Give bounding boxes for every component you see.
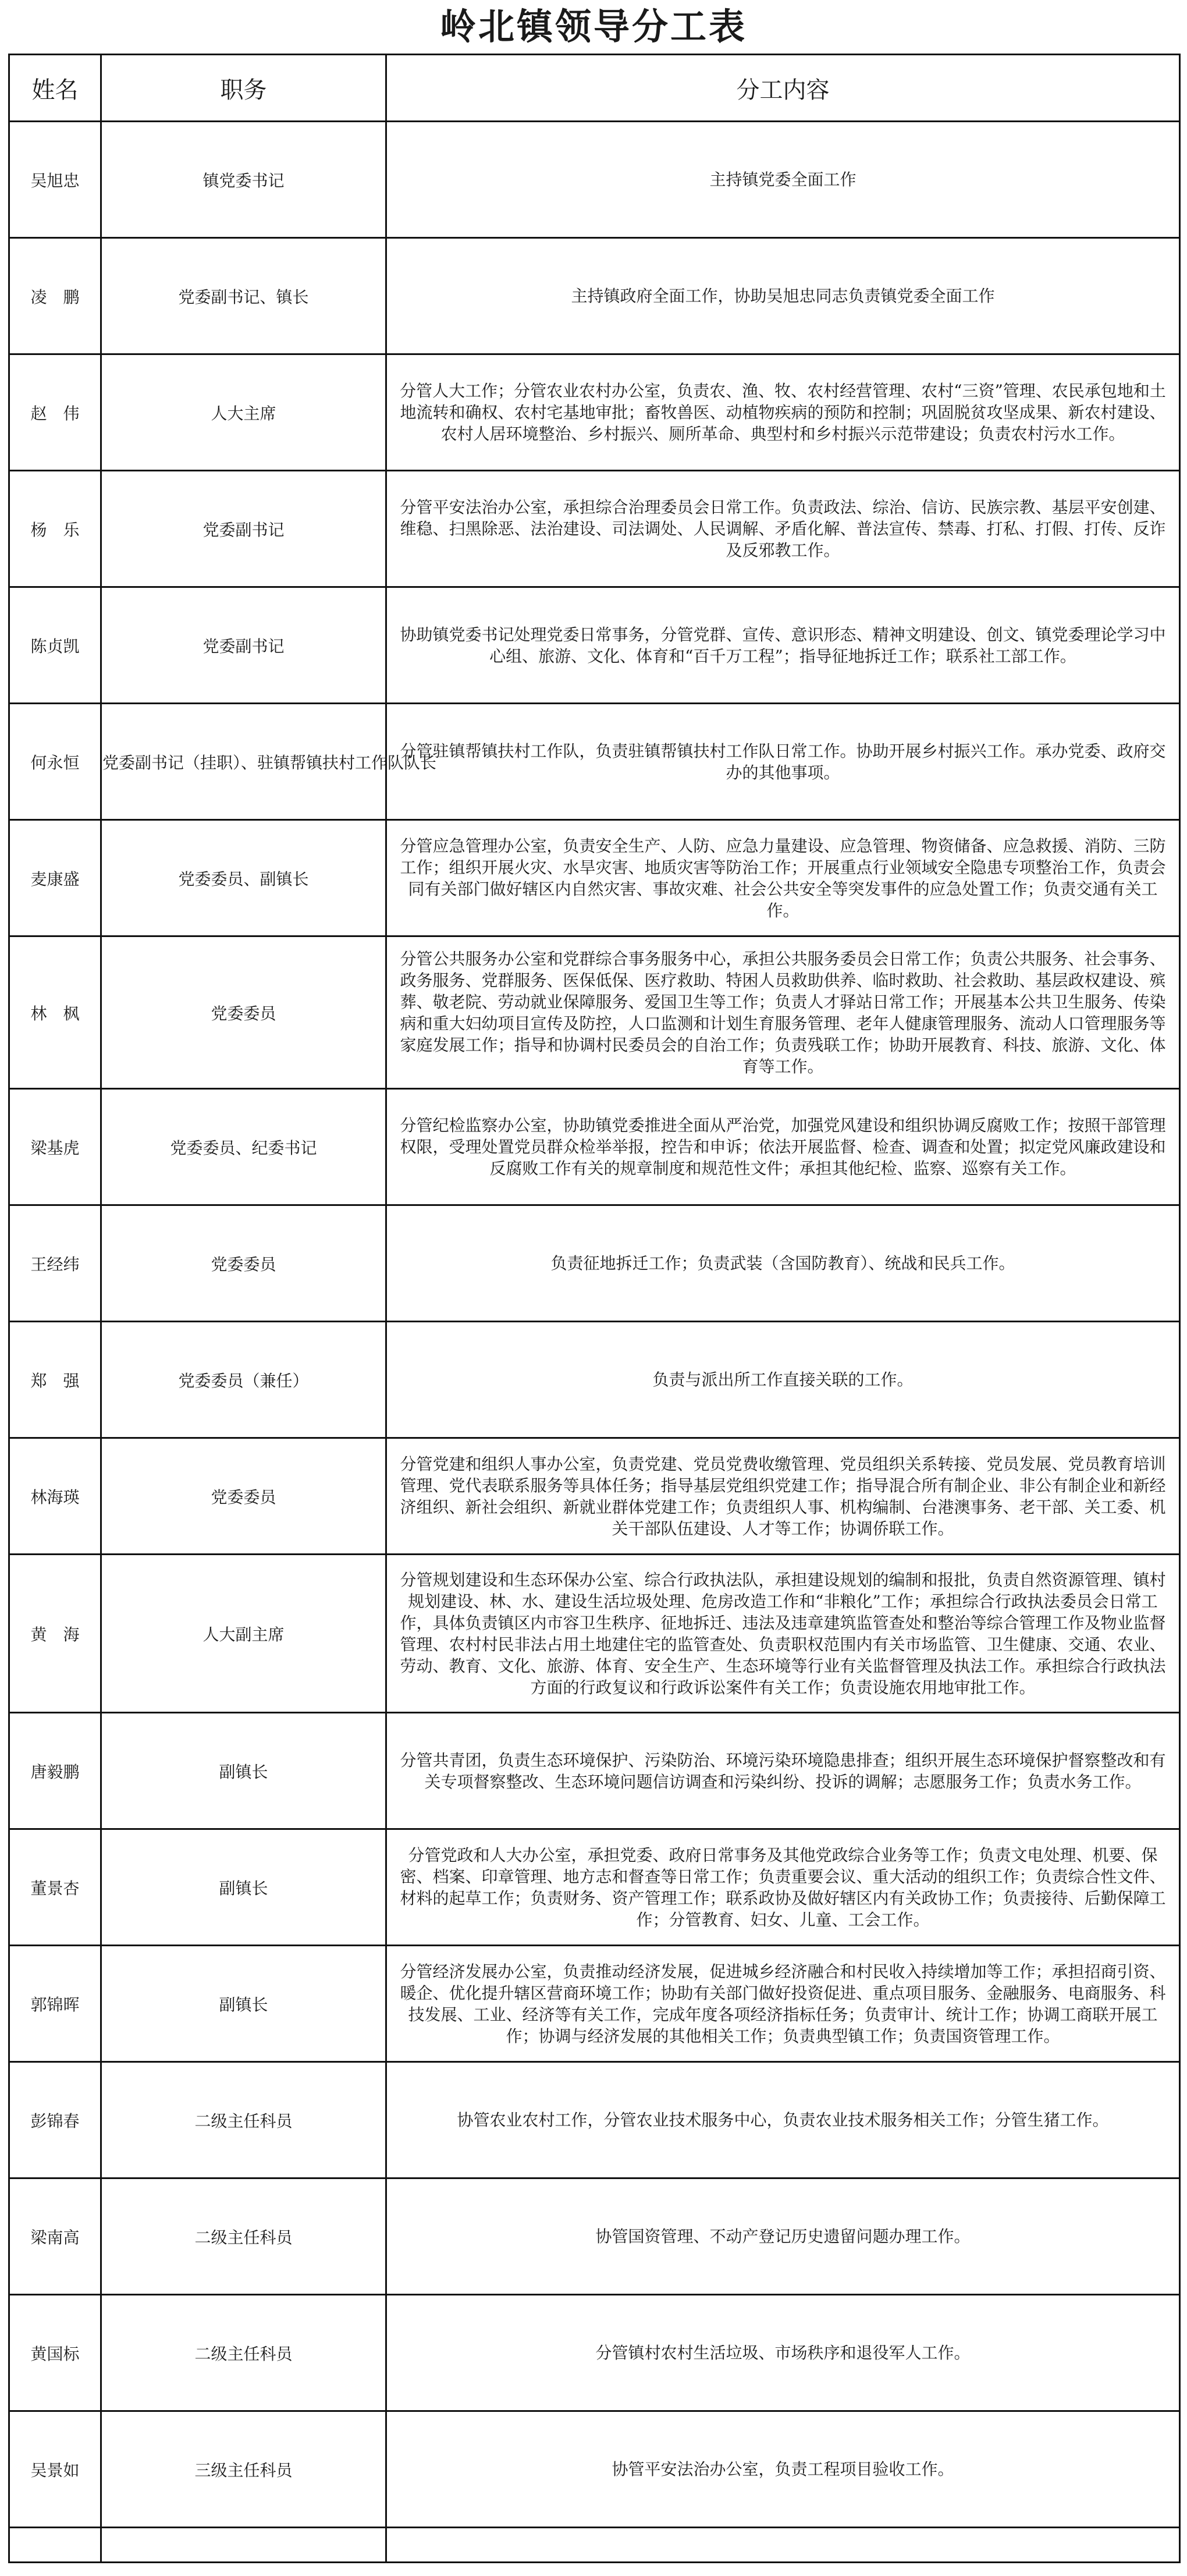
table-row — [9, 1089, 1180, 1205]
row-name: 何永恒 — [9, 704, 101, 820]
row-duty: 分管应急管理办公室，负责安全生产、人防、应急力量建设、应急管理、物资储备、应急救援、消防、三防工作；组织开展火灾、水旱灾害、地质灾害等防治工作；开展重点行业领域安全隐患专项整治工作，负责会同有关部门做好辖区内自然灾害、事故灾难、社会公共安全等突发事件的应急处置工作；负责交通有关工作。 — [386, 820, 1180, 936]
row-name: 董景杏 — [9, 1829, 101, 1946]
row-name: 黄国标 — [9, 2295, 101, 2411]
row-duty: 分管党政和人大办公室，承担党委、政府日常事务及其他党政综合业务等工作；负责文电处理、机要、保密、档案、印章管理、地方志和督查等日常工作；负责重要会议、重大活动的组织工作；负责综合性文件、材料的起草工作；负责财务、资产管理工作；联系政协及做好辖区内有关政协工作；负责接待、后勤保障工作；分管教育、妇女、儿童、工会工作。 — [386, 1829, 1180, 1946]
table-row — [9, 2295, 1180, 2411]
row-position: 二级主任科员 — [101, 2178, 386, 2295]
row-name: 彭锦春 — [9, 2062, 101, 2178]
row-position: 党委副书记 — [101, 471, 386, 587]
row-position: 二级主任科员 — [101, 2295, 386, 2411]
row-name: 凌 鹏 — [9, 238, 101, 354]
row-name: 梁基虎 — [9, 1089, 101, 1205]
row-name: 林 枫 — [9, 936, 101, 1089]
table-row — [9, 2178, 1180, 2295]
row-position: 党委副书记、镇长 — [101, 238, 386, 354]
header-position: 职务 — [101, 55, 386, 122]
row-position: 党委委员 — [101, 936, 386, 1089]
row-duty: 分管公共服务办公室和党群综合事务服务中心，承担公共服务委员会日常工作；负责公共服务、社会事务、政务服务、党群服务、医保低保、医疗救助、特困人员救助供养、临时救助、社会救助、基层政权建设、殡葬、敬老院、劳动就业保障服务、爱国卫生等工作；负责人才驿站日常工作；开展基本公共卫生服务、传染病和重大妇幼项目宣传及防控，人口监测和计划生育服务管理、老年人健康管理服务、流动人口管理服务等家庭发展工作；指导和协调村民委员会的自治工作；负责残联工作；协助开展教育、科技、旅游、文化、体育等工作。 — [386, 936, 1180, 1089]
table-row — [9, 1946, 1180, 2062]
row-duty: 分管党建和组织人事办公室，负责党建、党员党费收缴管理、党员组织关系转接、党员发展、党员教育培训管理、党代表联系服务等具体任务；指导基层党组织党建工作；指导混合所有制企业、非公有制企业和新经济组织、新社会组织、新就业群体党建工作；负责组织人事、机构编制、台港澳事务、老干部、关工委、机关干部队伍建设、人才等工作；协调侨联工作。 — [386, 1438, 1180, 1555]
row-position: 三级主任科员 — [101, 2411, 386, 2528]
row-duty: 协助镇党委书记处理党委日常事务，分管党群、宣传、意识形态、精神文明建设、创文、镇党委理论学习中心组、旅游、文化、体育和“百千万工程”；指导征地拆迁工作；联系社工部工作。 — [386, 587, 1180, 704]
row-duty: 负责与派出所工作直接关联的工作。 — [386, 1322, 1180, 1438]
row-duty: 分管经济发展办公室，负责推动经济发展，促进城乡经济融合和村民收入持续增加等工作；承担招商引资、暖企、优化提升辖区营商环境工作；协助有关部门做好投资促进、重点项目服务、金融服务、电商服务、科技发展、工业、经济等有关工作，完成年度各项经济指标任务；负责审计、统计工作；协调工商联开展工作；协调与经济发展的其他相关工作；负责典型镇工作；负责国资管理工作。 — [386, 1946, 1180, 2062]
row-duty: 负责征地拆迁工作；负责武装（含国防教育）、统战和民兵工作。 — [386, 1205, 1180, 1322]
table-row — [9, 471, 1180, 587]
row-name: 梁南高 — [9, 2178, 101, 2295]
page-title: 岭北镇领导分工表 — [439, 5, 747, 48]
trailing-cell — [386, 2528, 1180, 2563]
row-position: 党委委员（兼任） — [101, 1322, 386, 1438]
header-name: 姓名 — [9, 55, 101, 122]
table-row — [9, 587, 1180, 704]
table-row — [9, 1322, 1180, 1438]
row-duty: 协管农业农村工作，分管农业技术服务中心，负责农业技术服务相关工作；分管生猪工作。 — [386, 2062, 1180, 2178]
row-name: 赵 伟 — [9, 354, 101, 471]
row-duty: 分管平安法治办公室，承担综合治理委员会日常工作。负责政法、综治、信访、民族宗教、基层平安创建、维稳、扫黑除恶、法治建设、司法调处、人民调解、矛盾化解、普法宣传、禁毒、打私、打假、打传、反诈及反邪教工作。 — [386, 471, 1180, 587]
row-name: 杨 乐 — [9, 471, 101, 587]
table-row — [9, 354, 1180, 471]
row-duty: 主持镇政府全面工作，协助吴旭忠同志负责镇党委全面工作 — [386, 238, 1180, 354]
row-position: 镇党委书记 — [101, 122, 386, 238]
row-duty: 分管人大工作；分管农业农村办公室，负责农、渔、牧、农村经营管理、农村“三资”管理、农民承包地和土地流转和确权、农村宅基地审批；畜牧兽医、动植物疾病的预防和控制；巩固脱贫攻坚成果、新农村建设、农村人居环境整治、乡村振兴、厕所革命、典型村和乡村振兴示范带建设；负责农村污水工作。 — [386, 354, 1180, 471]
leadership-duty-table — [8, 54, 1181, 2563]
table-row — [9, 820, 1180, 936]
table-row — [9, 1555, 1180, 1713]
trailing-cell — [9, 2528, 101, 2563]
table-row — [9, 1713, 1180, 1829]
row-name: 唐毅鹏 — [9, 1713, 101, 1829]
row-position: 副镇长 — [101, 1946, 386, 2062]
table-row — [9, 2411, 1180, 2528]
table-row — [9, 1829, 1180, 1946]
table-row — [9, 1205, 1180, 1322]
row-duty: 分管镇村农村生活垃圾、市场秩序和退役军人工作。 — [386, 2295, 1180, 2411]
header-duty: 分工内容 — [386, 55, 1180, 122]
row-position: 人大副主席 — [101, 1555, 386, 1713]
row-name: 郭锦晖 — [9, 1946, 101, 2062]
row-name: 黄 海 — [9, 1555, 101, 1713]
table-row — [9, 238, 1180, 354]
row-position: 党委副书记（挂职）、驻镇帮镇扶村工作队队长 — [101, 704, 386, 820]
row-name: 陈贞凯 — [9, 587, 101, 704]
row-duty: 分管纪检监察办公室，协助镇党委推进全面从严治党，加强党风建设和组织协调反腐败工作；按照干部管理权限，受理处置党员群众检举举报，控告和申诉；依法开展监督、检查、调查和处置；拟定党风廉政建设和反腐败工作有关的规章制度和规范性文件；承担其他纪检、监察、巡察有关工作。 — [386, 1089, 1180, 1205]
row-name: 吴景如 — [9, 2411, 101, 2528]
table-trailing-space — [9, 2528, 1180, 2563]
row-position: 党委委员、纪委书记 — [101, 1089, 386, 1205]
row-position: 二级主任科员 — [101, 2062, 386, 2178]
row-name: 吴旭忠 — [9, 122, 101, 238]
row-duty: 分管驻镇帮镇扶村工作队，负责驻镇帮镇扶村工作队日常工作。协助开展乡村振兴工作。承办党委、政府交办的其他事项。 — [386, 704, 1180, 820]
row-duty: 协管国资管理、不动产登记历史遗留问题办理工作。 — [386, 2178, 1180, 2295]
row-position: 党委副书记 — [101, 587, 386, 704]
row-duty: 分管共青团，负责生态环境保护、污染防治、环境污染环境隐患排查；组织开展生态环境保护督察整改和有关专项督察整改、生态环境问题信访调查和污染纠纷、投诉的调解；志愿服务工作；负责水务工作。 — [386, 1713, 1180, 1829]
row-name: 麦康盛 — [9, 820, 101, 936]
row-position: 党委委员 — [101, 1205, 386, 1322]
row-name: 林海瑛 — [9, 1438, 101, 1555]
table-row — [9, 2062, 1180, 2178]
table-header-row — [9, 55, 1180, 122]
row-duty: 分管规划建设和生态环保办公室、综合行政执法队，承担建设规划的编制和报批，负责自然资源管理、镇村规划建设、林、水、建设生活垃圾处理、危房改造工作和“非粮化”工作；承担综合行政执法委员会日常工作，具体负责镇区内市容卫生秩序、征地拆迁、违法及违章建筑监管查处和整治等综合管理工作及物业监督管理、农村村民非法占用土地建住宅的监管查处、负责职权范围内有关市场监管、卫生健康、交通、农业、劳动、教育、文化、旅游、体育、安全生产、生态环境等行业有关监督管理及执法工作。承担综合行政执法方面的行政复议和行政诉讼案件有关工作；负责设施农用地审批工作。 — [386, 1555, 1180, 1713]
row-duty: 协管平安法治办公室，负责工程项目验收工作。 — [386, 2411, 1180, 2528]
row-position: 副镇长 — [101, 1713, 386, 1829]
row-position: 党委委员 — [101, 1438, 386, 1555]
row-position: 副镇长 — [101, 1829, 386, 1946]
row-duty: 主持镇党委全面工作 — [386, 122, 1180, 238]
trailing-cell — [101, 2528, 386, 2563]
table-row — [9, 1438, 1180, 1555]
row-name: 王经纬 — [9, 1205, 101, 1322]
table-row — [9, 704, 1180, 820]
table-row — [9, 122, 1180, 238]
row-position: 人大主席 — [101, 354, 386, 471]
row-position: 党委委员、副镇长 — [101, 820, 386, 936]
row-name: 郑 强 — [9, 1322, 101, 1438]
table-row — [9, 936, 1180, 1089]
